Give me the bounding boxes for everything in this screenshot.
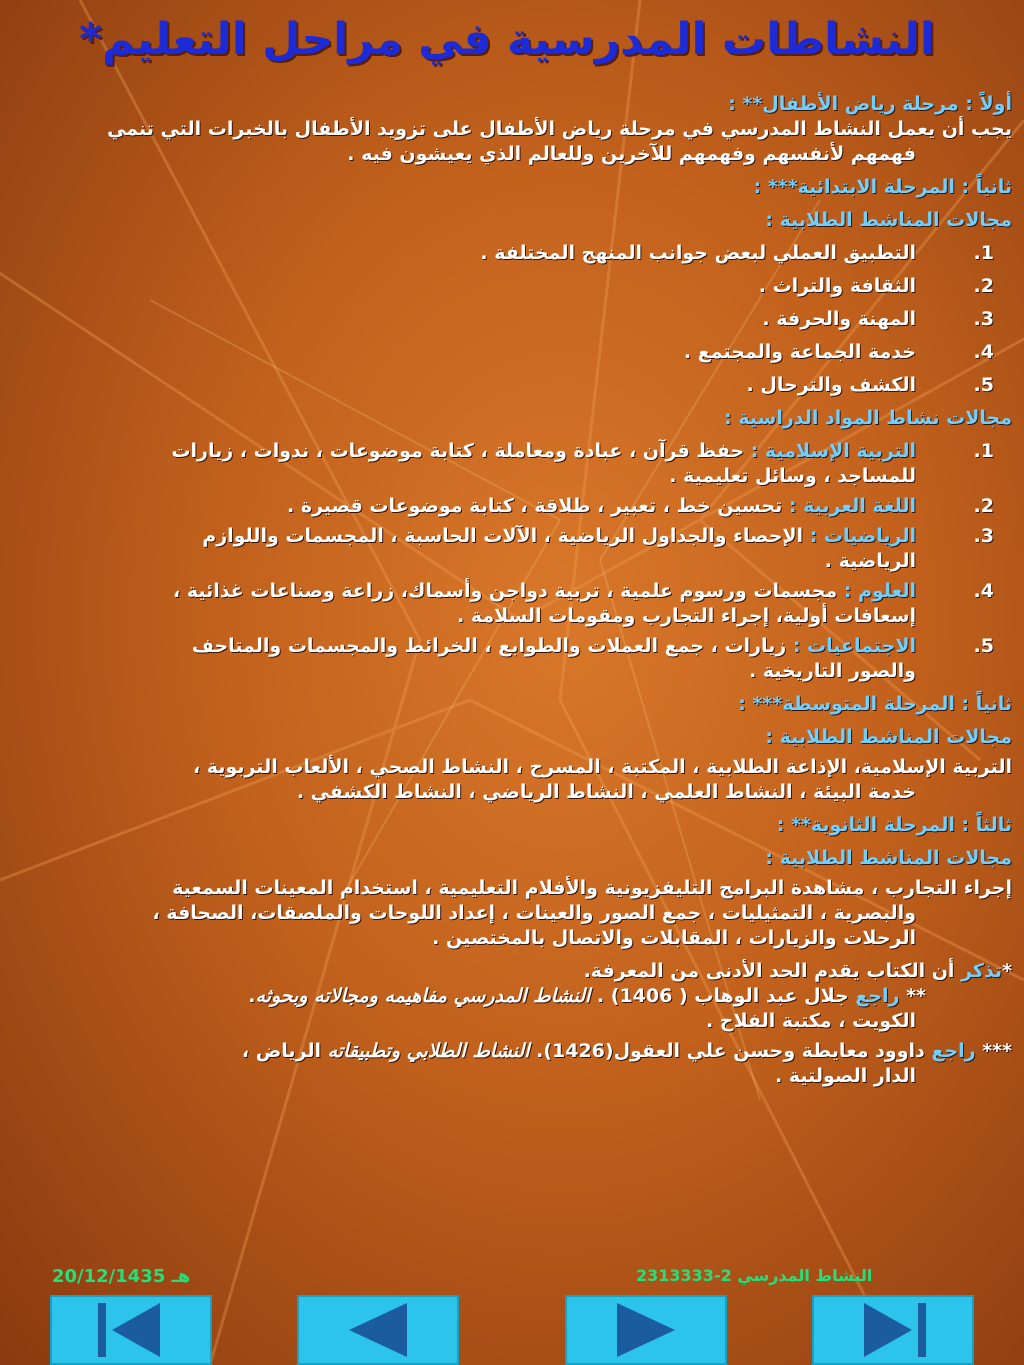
next-slide-button[interactable]: [565, 1295, 727, 1365]
list-text: المهنة والحرفة .: [762, 308, 916, 330]
slide-content: [12, 92, 1012, 1089]
intermediate-heading: ثانياً : المرحلة المتوسطة*** :: [738, 693, 1012, 715]
footnote-3: [12, 1039, 1012, 1064]
page-title: النشاطات المدرسية في مراحل التعليم*: [79, 14, 935, 65]
secondary-text-2: والبصرية ، التمثيليات ، جمع الصور والعينات ، إعداد اللوحات والملصقات، الصحافة ،: [152, 902, 916, 924]
subject-item: [12, 524, 1012, 574]
list-number: 2.: [973, 275, 994, 297]
last-slide-button[interactable]: [812, 1295, 974, 1365]
list-item: [12, 340, 1012, 365]
subjects-heading: مجالات نشاط المواد الدراسية :: [724, 407, 1012, 429]
secondary-text-1: إجراء التجارب ، مشاهدة البرامج التليفزيونية والأفلام التعليمية ، استخدام المعينات السمعية: [172, 877, 1012, 899]
subject-text: [12, 524, 916, 574]
previous-arrow-icon: [297, 1295, 459, 1365]
subject-label: الرياضيات :: [809, 525, 916, 547]
subject-line-1: حفظ قرآن ، عبادة ومعاملة ، كتابة موضوعات ، ندوات ، زيارات: [171, 440, 745, 462]
secondary-heading: ثالثاً : المرحلة الثانوية** :: [776, 814, 1012, 836]
subject-line-2: الرياضية .: [824, 550, 916, 572]
footer-course: النشاط المدرسي 2-2313333: [636, 1266, 873, 1285]
subject-label: العلوم :: [843, 580, 916, 602]
primary-activities-heading: مجالات المناشط الطلابية :: [765, 209, 1012, 231]
list-number: 4.: [973, 341, 994, 363]
intermediate-text-2: خدمة البيئة ، النشاط العلمي ، النشاط الرياضي ، النشاط الكشفي .: [296, 781, 916, 803]
list-text: الثقافة والتراث .: [758, 275, 916, 297]
footnote-2-line-2: الكويت ، مكتبة الفلاح .: [705, 1010, 916, 1032]
footnote-3-line-2: الدار الصولتية .: [775, 1065, 916, 1087]
secondary-activities-heading: مجالات المناشط الطلابية :: [765, 847, 1012, 869]
subject-label: اللغة العربية :: [788, 495, 916, 517]
next-arrow-icon: [565, 1295, 727, 1365]
footnote-label: راجع: [931, 1040, 976, 1062]
list-number: 5.: [973, 635, 994, 657]
footnote-label: تذكر: [961, 960, 1003, 982]
list-item: [12, 241, 1012, 266]
subject-text: [12, 494, 916, 519]
previous-slide-button[interactable]: [297, 1295, 459, 1365]
subject-text: [12, 439, 916, 489]
footnote-book-title: النشاط الطلابي وتطبيقاته: [327, 1040, 530, 1062]
navigation-bar: [50, 1295, 974, 1365]
footnote-text: داوود معايطة وحسن علي العقول(1426).: [536, 1040, 925, 1062]
subject-line-2: للمساجد ، وسائل تعليمية .: [669, 465, 916, 487]
subject-line-1: مجسمات ورسوم علمية ، تربية دواجن وأسماك، زراعة وصناعات غذائية ،: [173, 580, 838, 602]
subject-line-1: الإحصاء والجداول الرياضية ، الآلات الحاسبة ، المجسمات واللوازم: [202, 525, 804, 547]
list-number: 3.: [973, 308, 994, 330]
kindergarten-text-2: فهمهم لأنفسهم وفهمهم للآخرين وللعالم الذي يعيشون فيه .: [347, 143, 916, 165]
subject-label: الاجتماعيات :: [792, 635, 916, 657]
subject-item: [12, 579, 1012, 629]
footnote-text-end: .: [248, 985, 256, 1007]
footnote-star: ***: [982, 1040, 1012, 1062]
footnote-book-title: النشاط المدرسي مفاهيمه ومجالاته وبحوثه: [255, 985, 591, 1007]
subject-item: [12, 494, 1012, 519]
intermediate-text-1: التربية الإسلامية، الإذاعة الطلابية ، المكتبة ، المسرح ، النشاط الصحي ، الألعاب التربوية ،: [192, 756, 1012, 778]
footnote-label: راجع: [855, 985, 900, 1007]
kindergarten-heading: أولاً : مرحلة رياض الأطفال** :: [728, 93, 1012, 115]
subject-line-1: زيارات ، جمع العملات والطوابع ، الخرائط والمجسمات والمتاحف: [191, 635, 787, 657]
footnote-star: **: [906, 985, 926, 1007]
first-slide-icon: [50, 1295, 212, 1365]
list-text: خدمة الجماعة والمجتمع .: [683, 341, 916, 363]
footer-date: 20/12/1435 هـ: [52, 1266, 191, 1287]
intermediate-activities-heading: مجالات المناشط الطلابية :: [765, 726, 1012, 748]
footnote-text-end: الرياض ،: [241, 1040, 321, 1062]
list-text: الكشف والترحال .: [746, 374, 916, 396]
subject-text: [12, 634, 916, 684]
footnote-1: [12, 959, 1012, 984]
list-number: 1.: [973, 242, 994, 264]
footnote-text: جلال عبد الوهاب ( 1406) .: [596, 985, 849, 1007]
primary-heading: ثانياً : المرحلة الابتدائية*** :: [753, 176, 1012, 198]
list-item: [12, 373, 1012, 398]
subject-text: [12, 579, 916, 629]
footnote-2: [12, 984, 1012, 1009]
secondary-text-3: الرحلات والزيارات ، المقابلات والاتصال بالمختصين .: [432, 927, 916, 949]
list-item: [12, 274, 1012, 299]
list-number: 2.: [973, 495, 994, 517]
subject-item: [12, 634, 1012, 684]
list-text: التطبيق العملي لبعض جوانب المنهج المختلفة .: [480, 242, 916, 264]
last-slide-icon: [812, 1295, 974, 1365]
list-item: [12, 307, 1012, 332]
footnote-text: أن الكتاب يقدم الحد الأدنى من المعرفة.: [583, 960, 955, 982]
list-number: 4.: [973, 580, 994, 602]
subject-label: التربية الإسلامية :: [750, 440, 916, 462]
list-number: 5.: [973, 374, 994, 396]
subject-item: [12, 439, 1012, 489]
footnote-star: *: [1002, 960, 1012, 982]
subject-line-1: تحسين خط ، تعبير ، طلاقة ، كتابة موضوعات قصيرة .: [287, 495, 783, 517]
first-slide-button[interactable]: [50, 1295, 212, 1365]
list-number: 1.: [973, 440, 994, 462]
subject-line-2: إسعافات أولية، إجراء التجارب ومقومات السلامة .: [457, 605, 916, 627]
list-number: 3.: [973, 525, 994, 547]
kindergarten-text-1: يجب أن يعمل النشاط المدرسي في مرحلة رياض الأطفال على تزويد الأطفال بالخبرات التي تنمي: [107, 118, 1012, 140]
subject-line-2: والصور التاريخية .: [748, 660, 916, 682]
